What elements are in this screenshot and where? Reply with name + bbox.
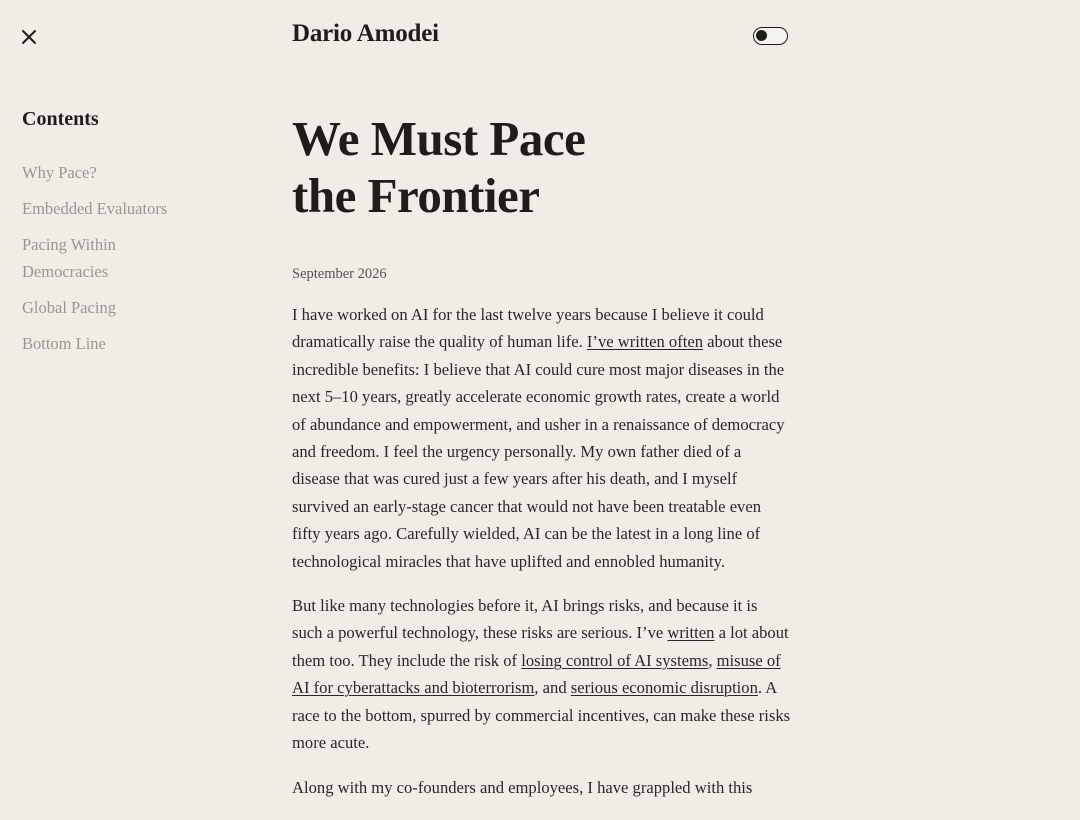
site-title[interactable]: Dario Amodei [292,20,439,47]
paragraph-text: , [708,650,717,670]
toc-item-embedded-evaluators[interactable]: Embedded Evaluators [22,199,168,218]
close-icon[interactable] [18,26,40,48]
toc-list [22,159,262,357]
toc-item-why-pace[interactable]: Why Pace? [22,163,97,182]
toc-item-bottom-line[interactable]: Bottom Line [22,334,106,353]
paragraph-text: a lot about them too. They include the risk of [292,623,789,670]
link-written[interactable]: written [667,623,715,643]
paragraph-text: But like many technologies before it, AI brings risks, and because it is such a powerful technology, these risks are serious. I’ve [292,596,758,643]
paragraph-1 [292,301,792,575]
article-body [292,301,792,801]
link-written-often[interactable]: I’ve written often [586,332,704,352]
paragraph-text: about these incredible benefits: I believe that AI could cure most major diseases in the next 5–10 years, greatly accelerate economic growth rates, create a world of abundance and empowerment, and usher in a renaissance of democracy and freedom. I feel the urgency personally. My own father died of a disease that was cured just a few years after his death, and I myself survived an early-stage cancer that would not have been treatable even fifty years ago. Carefully wielded, AI can be the latest in a long line of technological miracles that have uplifted and ennobled humanity. [292,332,785,571]
toc-item-pacing-within-democracies[interactable]: Pacing Within Democracies [22,235,116,281]
link-misuse[interactable]: misuse of AI for cyberattacks and bioterrorism [292,650,781,698]
theme-toggle[interactable] [753,27,788,45]
paragraph-text: Along with my co-founders and employees, I have grappled with this [292,777,753,797]
paragraph-text: , and [534,678,571,698]
paragraph-2 [292,592,792,756]
toc-title: Contents [22,108,99,130]
paragraph-text: I have worked on AI for the last twelve years because I believe it could dramatically raise the quality of human life. [292,305,764,352]
toc-item-global-pacing[interactable]: Global Pacing [22,298,116,317]
article-date: September 2026 [292,266,387,282]
link-losing-control[interactable]: losing control of AI systems [521,650,709,670]
paragraph-3 [292,774,792,801]
table-of-contents [22,108,262,366]
paragraph-text: . A race to the bottom, spurred by commercial incentives, can make these risks more acute. [292,678,791,753]
article-headline: We Must Pace the Frontier [292,111,586,223]
toggle-knob [756,30,767,41]
link-economic-disruption[interactable]: serious economic disruption [570,678,758,698]
article [292,110,792,818]
